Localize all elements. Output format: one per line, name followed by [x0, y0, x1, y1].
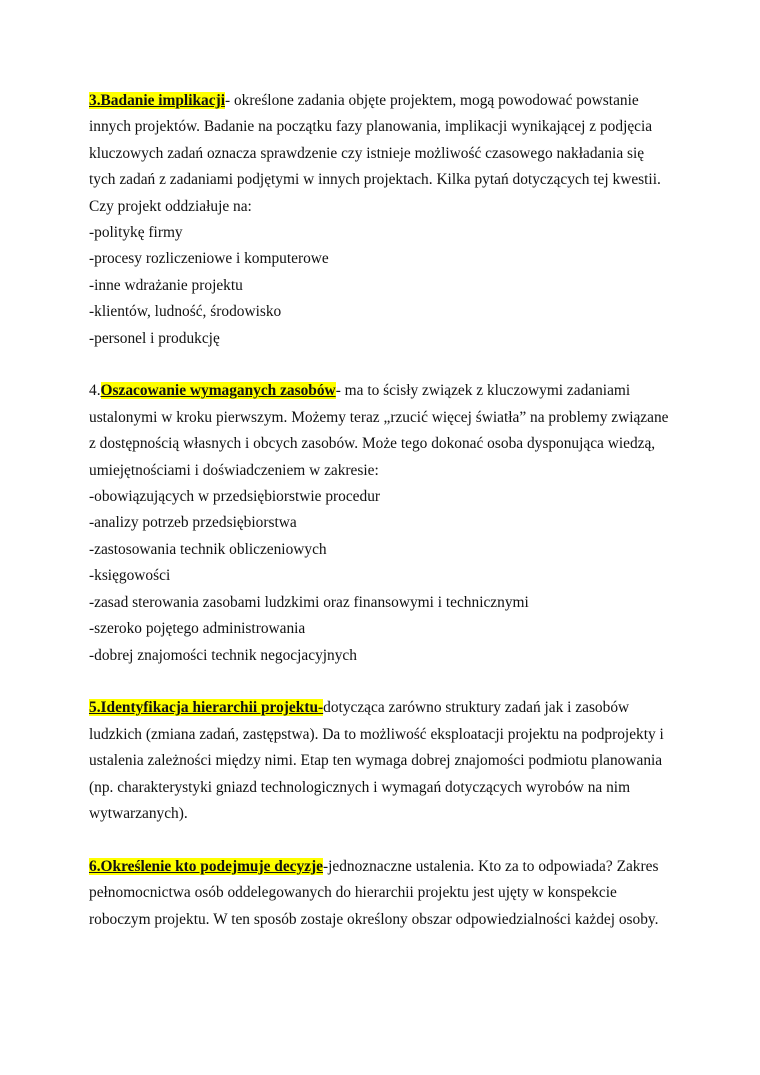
- list-item: -personel i produkcję: [89, 329, 220, 347]
- section-3-line-2: innych projektów. Badanie na początku fazy planowania, implikacji wynikającej z podjęcia: [89, 118, 653, 136]
- section-5-paragraph: [89, 695, 679, 827]
- section-5-line-5: wytwarzanych).: [89, 804, 188, 822]
- list-item: -księgowości: [89, 567, 171, 585]
- section-5-line-2: ludzkich (zmiana zadań, zastępstwa). Da to możliwość eksploatacji projektu na podprojekty i: [89, 725, 664, 743]
- section-5-line-4: (np. charakterystyki gniazd technologicznych i wymagań dotyczących wyrobów na nim: [89, 778, 631, 796]
- section-5-line-1: dotycząca zarówno struktury zadań jak i zasobów: [323, 699, 630, 717]
- section-4-number: 4.: [89, 382, 101, 400]
- section-4-separator: -: [335, 382, 341, 400]
- list-item: -procesy rozliczeniowe i komputerowe: [89, 250, 329, 268]
- section-6-separator: -: [322, 857, 329, 875]
- list-item: -zasad sterowania zasobami ludzkimi oraz finansowymi i technicznymi: [89, 593, 529, 611]
- section-3-line-3: kluczowych zadań oznacza sprawdzenie czy istnieje możliwość czasowego nakładania się: [89, 144, 645, 162]
- section-4-line-4: umiejętnościami i doświadczeniem w zakresie:: [89, 461, 379, 479]
- list-item: -klientów, ludność, środowisko: [89, 303, 282, 321]
- section-4-heading: Oszacowanie wymaganych zasobów: [100, 382, 336, 400]
- section-4-line-3: z dostępnością własnych i obcych zasobów. Może tego dokonać osoba dysponująca wiedzą,: [89, 435, 656, 453]
- section-4: [89, 378, 679, 668]
- section-3: [89, 88, 679, 352]
- section-3-line-1: określone zadania objęte projektem, mogą powodować powstanie: [230, 92, 639, 109]
- list-item: -politykę firmy: [89, 224, 183, 242]
- section-5-line-3: ustalenia zależności między nimi. Etap ten wymaga dobrej znajomości podmiotu planowania: [89, 752, 663, 770]
- section-4-line-2: ustalonymi w kroku pierwszym. Możemy teraz „rzucić więcej światła” na problemy związane: [89, 408, 669, 426]
- list-item: -szeroko pojętego administrowania: [89, 620, 306, 638]
- section-6-line-1: jednoznaczne ustalenia. Kto za to odpowiada? Zakres: [328, 857, 659, 875]
- document-body: [89, 88, 679, 959]
- list-item: -obowiązujących w przedsiębiorstwie procedur: [89, 488, 381, 506]
- section-3-line-5: Czy projekt oddziałuje na:: [89, 197, 252, 215]
- section-3-separator: -: [224, 92, 231, 109]
- section-6: [89, 854, 679, 933]
- list-item: -dobrej znajomości technik negocjacyjnych: [89, 646, 357, 664]
- section-6-line-3: roboczym projektu. W ten sposób zostaje określony obszar odpowiedzialności każdej osoby.: [89, 910, 659, 928]
- section-6-heading: 6.Określenie kto podejmuje decyzje: [89, 857, 323, 875]
- section-3-paragraph: [89, 88, 679, 220]
- section-6-line-2: pełnomocnictwa osób oddelegowanych do hierarchii projektu jest ujęty w konspekcie: [89, 884, 617, 902]
- section-5-heading: 5.Identyfikacja hierarchii projektu-: [89, 699, 324, 717]
- list-item: -inne wdrażanie projektu: [89, 276, 243, 294]
- list-item: -analizy potrzeb przedsiębiorstwa: [89, 514, 297, 532]
- section-3-line-4: tych zadań z zadaniami podjętymi w innych projektach. Kilka pytań dotyczących tej kwestii.: [89, 171, 661, 189]
- section-3-list: [89, 220, 679, 352]
- section-4-paragraph: [89, 378, 679, 484]
- section-5: [89, 695, 679, 827]
- section-6-paragraph: [89, 854, 679, 933]
- section-4-list: [89, 484, 679, 669]
- section-3-heading: 3.Badanie implikacji: [89, 92, 225, 109]
- list-item: -zastosowania technik obliczeniowych: [89, 540, 327, 558]
- section-4-line-1: ma to ścisły związek z kluczowymi zadaniami: [340, 382, 631, 400]
